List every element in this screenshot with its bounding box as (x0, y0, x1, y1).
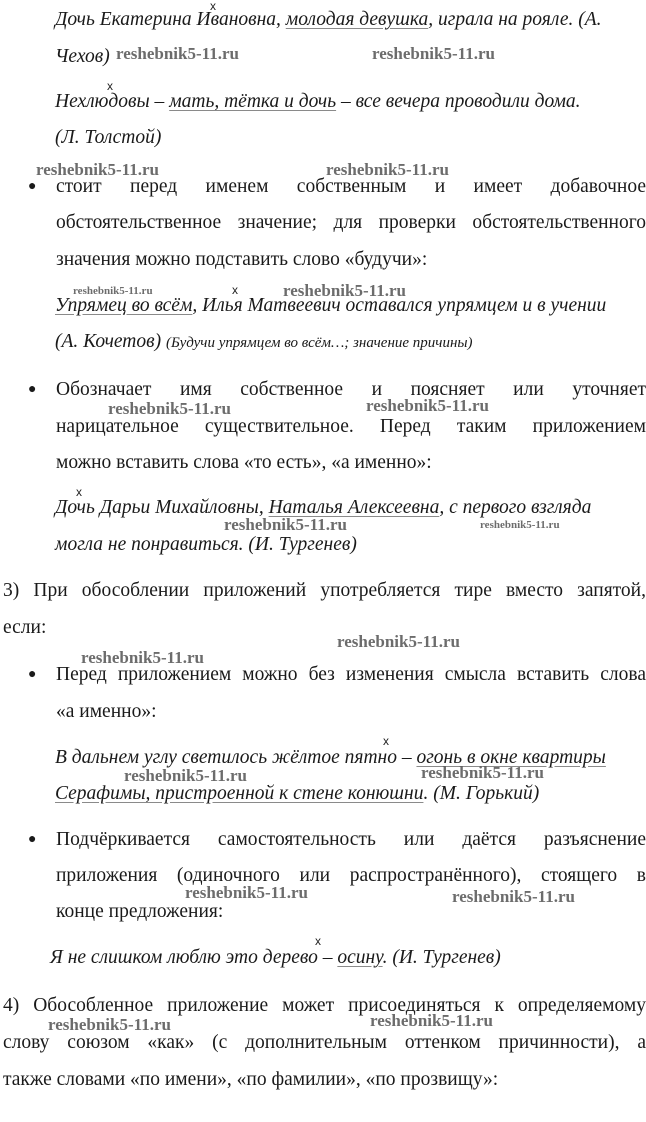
cross-mark: x (210, 0, 216, 13)
example-4-line-2: могла не понравиться. (И. Тургенев) (55, 534, 357, 555)
bullet-icon: ● (28, 832, 37, 847)
bullet-1-line-2: обстоятельственное значение; для проверки обстоятельственного (56, 212, 646, 233)
watermark: reshebnik5-11.ru (124, 766, 247, 785)
watermark: reshebnik5-11.ru (48, 1015, 171, 1034)
section-3-line-1: 3) При обособлении приложений употребляется тире вместо запятой, (3, 580, 646, 601)
watermark: reshebnik5-11.ru (337, 632, 460, 651)
bullet-icon: ● (28, 179, 37, 194)
bullet-2-line-3: можно вставить слова «то есть», «а именно»: (56, 452, 432, 473)
watermark: reshebnik5-11.ru (224, 515, 347, 534)
example-1-line-2: Чехов) (55, 46, 110, 67)
watermark: reshebnik5-11.ru (108, 399, 231, 418)
cross-mark: x (232, 283, 238, 297)
bullet-4-line-2: приложения (одиночного или распространённого), стоящего в (56, 865, 646, 886)
example-2-line-2: (Л. Толстой) (55, 127, 162, 148)
bullet-3-line-1: Перед приложением можно без изменения смысла вставить слова (56, 664, 646, 685)
watermark: reshebnik5-11.ru (366, 396, 489, 415)
watermark: reshebnik5-11.ru (116, 44, 239, 63)
watermark: reshebnik5-11.ru (372, 44, 495, 63)
watermark: reshebnik5-11.ru (185, 883, 308, 902)
bullet-4-line-1: Подчёркивается самостоятельность или даётся разъяснение (56, 829, 646, 850)
watermark: reshebnik5-11.ru (326, 160, 449, 179)
example-5-line-1: В дальнем углу светилось жёлтое пятно – огонь в окне квартиры (55, 747, 606, 768)
example-1-line-1: Дочь Екатерина Ивановна, молодая девушка, играла на рояле. (А. (55, 9, 602, 30)
bullet-4-line-3: конце предложения: (56, 901, 224, 922)
section-4-line-3: также словами «по имени», «по фамилии», «по прозвищу»: (3, 1069, 499, 1090)
watermark: reshebnik5-11.ru (283, 281, 406, 300)
bullet-1-line-3: значения можно подставить слово «будучи»: (56, 249, 428, 270)
example-3-line-1: Упрямец во всём, Илья Матвеевич оставался упрямцем и в учении (55, 295, 607, 316)
section-4-line-2: слову союзом «как» (с дополнительным оттенком причинности), а (3, 1032, 646, 1053)
section-4-line-1: 4) Обособленное приложение может присоединяться к определяемому (3, 995, 646, 1016)
watermark: reshebnik5-11.ru (81, 648, 204, 667)
watermark: reshebnik5-11.ru (370, 1011, 493, 1030)
example-6-line: Я не слишком люблю это дерево – осину. (И. Тургенев) (50, 947, 501, 968)
cross-mark: x (315, 934, 321, 948)
example-4-line-1: Дочь Дарьи Михайловны, Наталья Алексеевна, с первого взгляда (55, 497, 592, 518)
cross-mark: x (76, 485, 82, 499)
watermark: reshebnik5-11.ru (452, 887, 575, 906)
cross-mark: x (383, 734, 389, 748)
bullet-2-line-1: Обозначает имя собственное и поясняет или уточняет (56, 379, 646, 400)
watermark: reshebnik5-11.ru (480, 519, 560, 531)
watermark: reshebnik5-11.ru (73, 285, 153, 297)
bullet-2-line-2: нарицательное существительное. Перед таким приложением (56, 416, 646, 437)
bullet-icon: ● (28, 667, 37, 682)
watermark: reshebnik5-11.ru (421, 763, 544, 782)
bullet-3-line-2: «а именно»: (56, 701, 157, 722)
bullet-icon: ● (28, 382, 37, 397)
example-2-line-1: Нехлюдовы – мать, тётка и дочь – все вечера проводили дома. (55, 91, 581, 112)
watermark: reshebnik5-11.ru (36, 160, 159, 179)
section-3-line-2: если: (3, 617, 47, 638)
cross-mark: x (107, 79, 113, 93)
example-5-line-2: Серафимы, пристроенной к стене конюшни. (М. Горький) (55, 783, 540, 804)
bullet-1-line-1: стоит перед именем собственным и имеет добавочное (56, 176, 646, 197)
example-3-line-2: (А. Кочетов) (Будучи упрямцем во всём…; значение причины) (55, 331, 473, 352)
